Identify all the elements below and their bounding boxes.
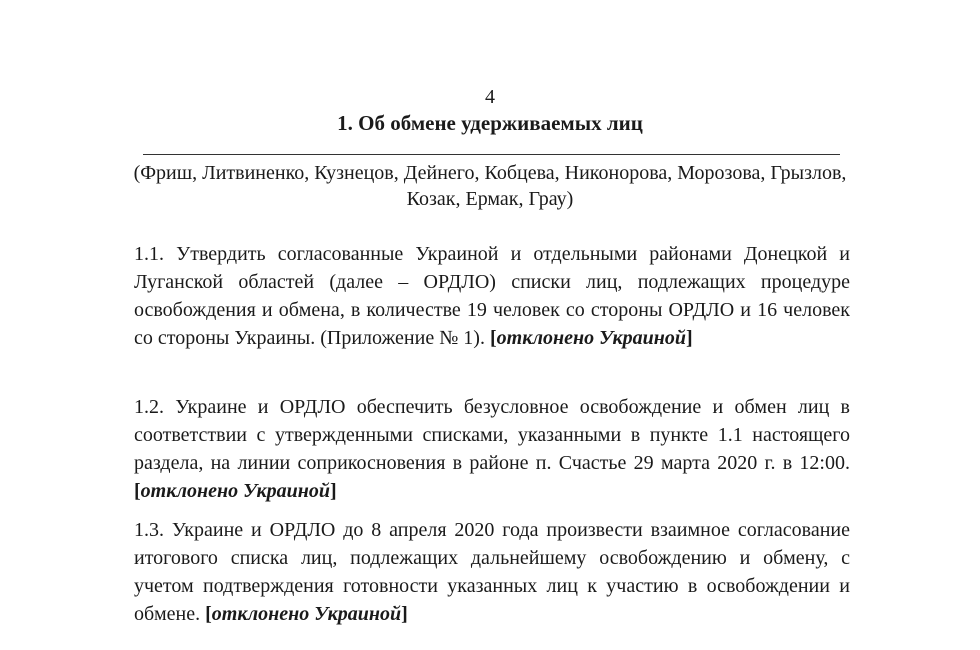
paragraph-text: 1.3. Украине и ОРДЛО до 8 апреля 2020 года произвести взаимное согласование итогового списка лиц, подлежащих дальнейшему освобождению и обмену, с учетом подтверждения готовности указанных лиц к участию в освобождении и обмене. <box>134 519 850 625</box>
verdict-text: отклонено Украиной <box>211 603 402 625</box>
paragraph-1-1 <box>134 240 850 352</box>
verdict-note: [отклонено Украиной] <box>205 603 408 625</box>
verdict-note: [отклонено Украиной] <box>134 480 337 502</box>
verdict-text: отклонено Украиной <box>140 480 331 502</box>
divider-line <box>143 154 840 155</box>
paragraph-text: 1.1. Утвердить согласованные Украиной и отдельными районами Донецкой и Луганской областей (далее – ОРДЛО) списки лиц, подлежащих процедуре освобождения и обмена, в количестве 19 человек со стороны ОРДЛО и 16 человек со стороны Украины. (Приложение № 1). <box>134 243 850 349</box>
verdict-text: отклонено Украиной <box>496 327 686 349</box>
paragraph-1-2 <box>134 393 850 505</box>
paragraph-1-3 <box>134 516 850 628</box>
section-title: 1. Об обмене удерживаемых лиц <box>337 111 643 135</box>
participants-list: (Фриш, Литвиненко, Кузнецов, Дейнего, Кобцева, Никонорова, Морозова, Грызлов, Козак, Ермак, Грау) <box>133 162 847 210</box>
page-number: 4 <box>485 86 495 108</box>
paragraph-text: 1.2. Украине и ОРДЛО обеспечить безусловное освобождение и обмен лиц в соответствии с утвержденными списками, указанными в пункте 1.1 настоящего раздела, на линии соприкосновения в районе п. Счастье 29 марта 2020 г. в 12:00. <box>134 396 850 474</box>
verdict-note: [отклонено Украиной] <box>489 327 693 349</box>
